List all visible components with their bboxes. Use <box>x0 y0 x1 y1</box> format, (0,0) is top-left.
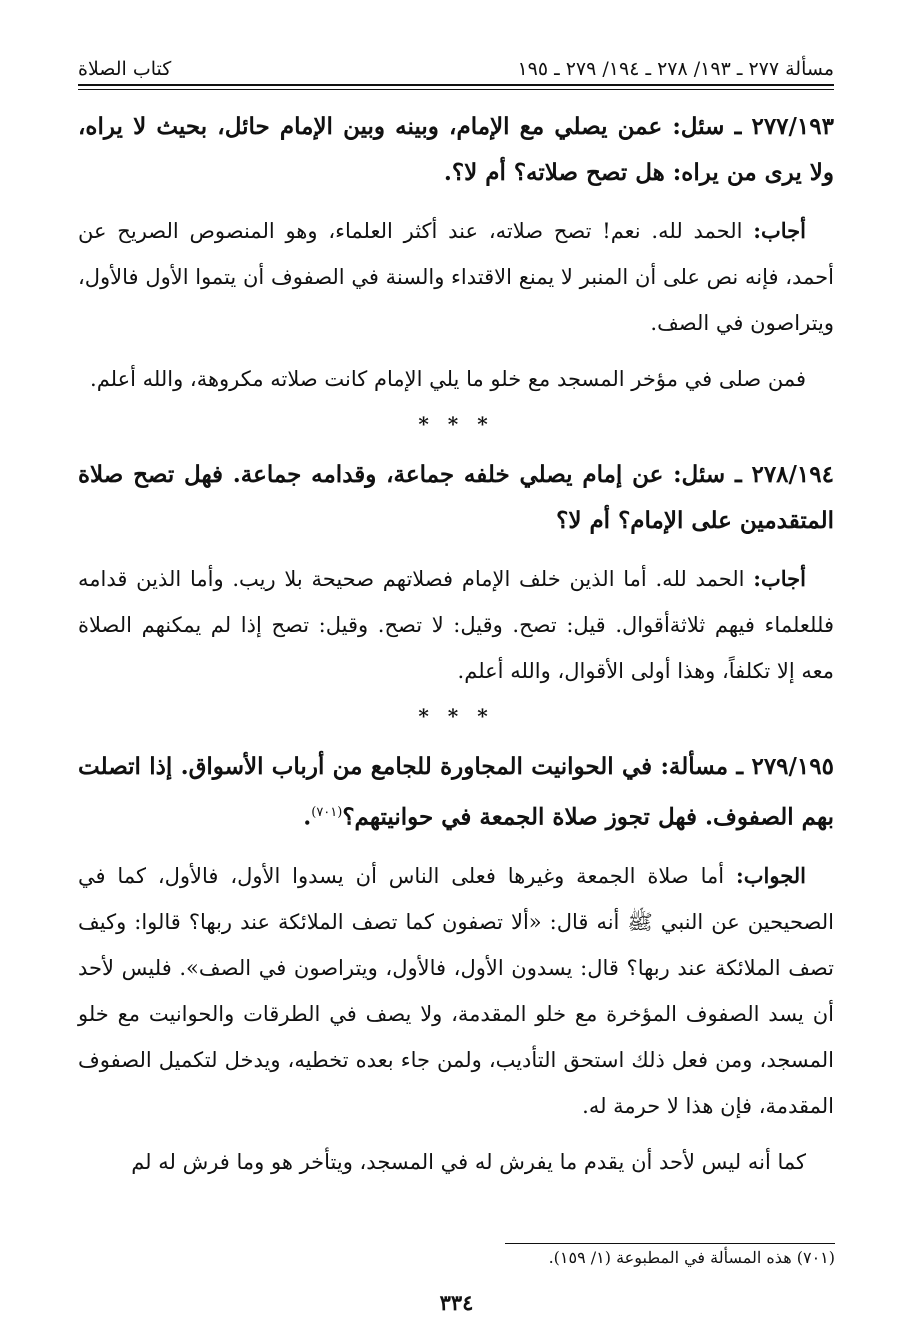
footnote-rule <box>505 1243 835 1244</box>
header-book-title: كتاب الصلاة <box>78 58 172 80</box>
page-body <box>78 50 834 1195</box>
answer-277-1: أجاب: الحمد لله. نعم! تصح صلاته، عند أكثر العلماء، وهو المنصوص الصريح عن أحمد، فإنه نص على أن المنبر لا يمنع الاقتداء والسنة في الصفوف أن يتموا الأول فالأول، ويتراصون في الصف. <box>78 218 834 335</box>
header-issue-range: مسألة ٢٧٧ ـ ١٩٣/ ٢٧٨ ـ ١٩٤/ ٢٧٩ ـ ١٩٥ <box>517 58 834 80</box>
question-278: ٢٧٨/١٩٤ ـ سئل: عن إمام يصلي خلفه جماعة، وقدامه جماعة. فهل تصح صلاة المتقدمين على الإمام؟ أم لا؟ <box>78 461 834 534</box>
answer-279-2: كما أنه ليس لأحد أن يقدم ما يفرش له في المسجد، ويتأخر هو وما فرش له لم <box>131 1149 806 1174</box>
answer-277-2: فمن صلى في مؤخر المسجد مع خلو ما يلي الإمام كانت صلاته مكروهة، والله أعلم. <box>90 367 806 391</box>
page-number: ٣٣٤ <box>439 1290 474 1315</box>
question-279: ٢٧٩/١٩٥ ـ مسألة: في الحوانيت المجاورة للجامع من أرباب الأسواق. إذا اتصلت بهم الصفوف. فهل تجوز صلاة الجمعة في حوانيتهم؟$^{(٧٠١)}$. <box>78 753 834 831</box>
question-277: ٢٧٧/١٩٣ ـ سئل: عمن يصلي مع الإمام، وبينه وبين الإمام حائل، بحيث لا يراه، ولا يرى من يراه: هل تصح صلاته؟ أم لا؟. <box>78 113 834 186</box>
footnote-marker: (٧٠١) <box>311 805 343 820</box>
section-separator: * * * <box>418 704 494 728</box>
footnote: (٧٠١) هذه المسألة في المطبوعة (١/ ١٥٩). <box>548 1248 835 1267</box>
answer-279-1: الجواب: أما صلاة الجمعة وغيرها فعلى الناس أن يسدوا الأول، فالأول، كما في الصحيحين عن النبي ﷺ أنه قال: «ألا تصفون كما تصف الملائكة عند ربها؟ قالوا: وكيف تصف الملائكة عند ربها؟ قال: يسدون الأول، فالأول، ويتراصون في الصف». فليس لأحد أن يسد الصفوف المؤخرة مع خلو المقدمة، ولا يصف في الطرقات والحوانيت مع خلو المسجد، ومن فعل ذلك استحق التأديب، ولمن جاء بعده تخطيه، ويدخل لتكميل الصفوف المقدمة، فإن هذا لا حرمة له. <box>78 862 834 1118</box>
header-rule <box>78 84 834 90</box>
section-separator: * * * <box>418 412 494 436</box>
answer-lead: أجاب: <box>753 218 806 243</box>
running-header <box>78 50 834 80</box>
answer-lead: أجاب: <box>753 566 806 591</box>
answer-lead: الجواب: <box>736 862 806 888</box>
answer-278: أجاب: الحمد لله. أما الذين خلف الإمام فصلاتهم صحيحة بلا ريب. وأما الذين قدامه فللعلماء فيهم ثلاثةأقوال. قيل: تصح. وقيل: لا تصح. وقيل: تصح إذا لم يمكنهم الصلاة معه إلا تكلفاً، وهذا أولى الأقوال، والله أعلم. <box>78 566 834 683</box>
